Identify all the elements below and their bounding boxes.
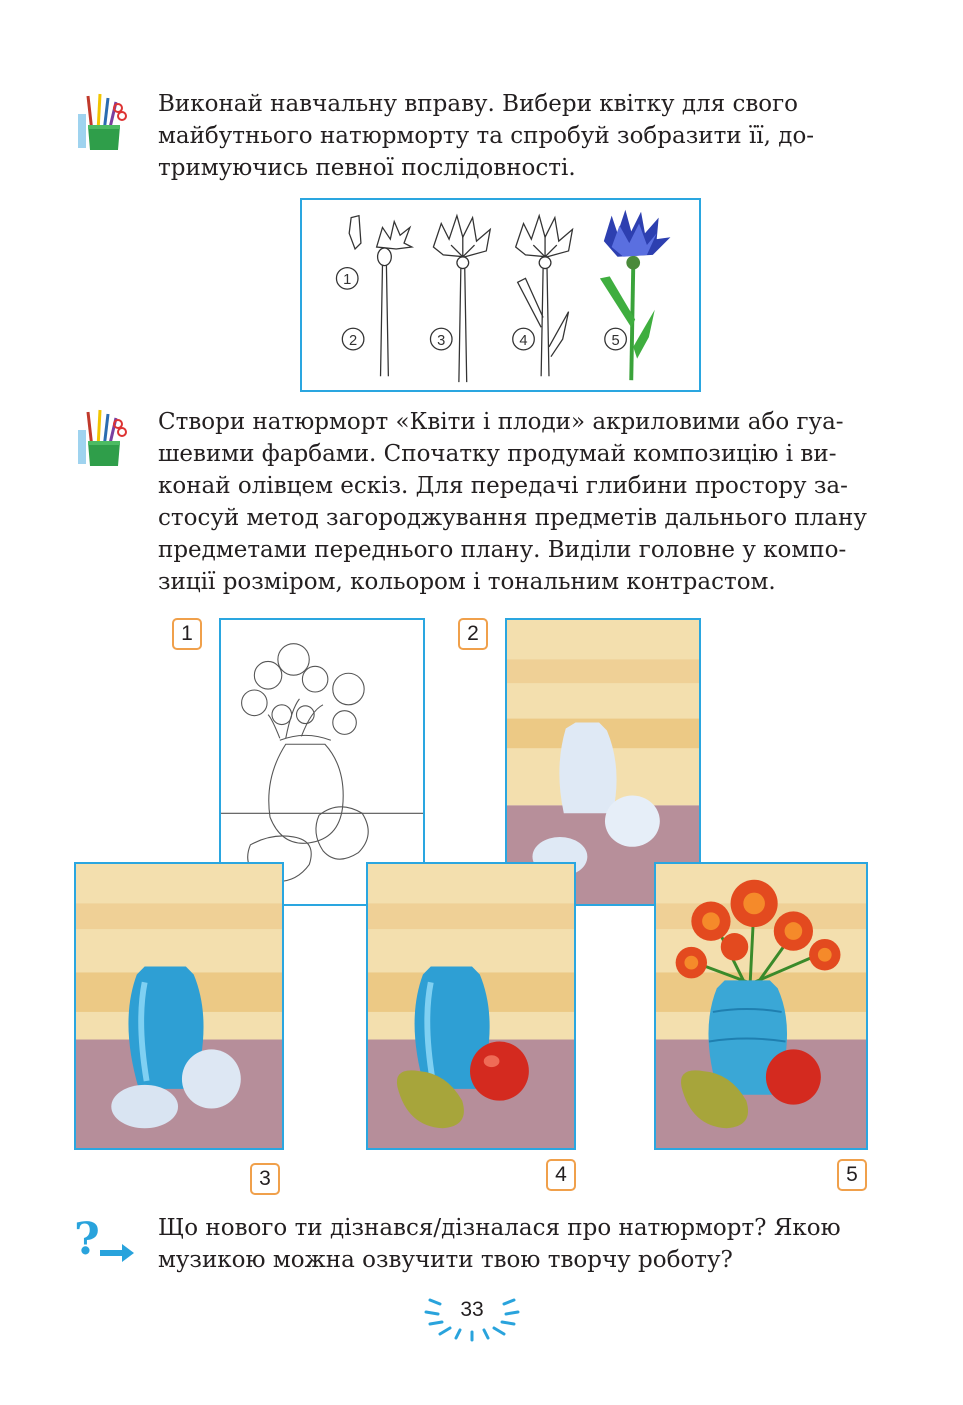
- painting-step-label: 5: [837, 1159, 867, 1191]
- exercise-2-line: конай олівцем ескіз. Для передачі глибини простору за-: [158, 473, 848, 499]
- flower-step-label: 3: [437, 332, 446, 349]
- exercise-2-line: зиції розміром, кольором і тональним контрастом.: [158, 569, 776, 595]
- exercise-1-line: Виконай навчальну вправу. Вибери квітку для свого: [158, 91, 799, 117]
- exercise-1-line: тримуючись певної послідовності.: [158, 155, 576, 181]
- flower-step-label: 2: [349, 332, 358, 349]
- painting-step-4-fruits: [366, 862, 576, 1150]
- exercise-2-line: Створи натюрморт «Квіти і плоди» акриловими або гуа-: [158, 409, 844, 435]
- exercise-2-line: предметами переднього плану. Виділи головне у компо-: [158, 537, 847, 563]
- painting-step-label: 2: [458, 618, 488, 650]
- flower-step-label: 1: [343, 272, 352, 289]
- page-number: 33: [460, 1298, 484, 1321]
- flower-step-label: 5: [611, 332, 620, 349]
- question-line: Що нового ти дізнався/дізналася про натюрморт? Якою: [158, 1215, 841, 1241]
- painting-step-3-vase: [74, 862, 284, 1150]
- painting-step-label: 3: [250, 1163, 280, 1195]
- pencil-cup-icon: [78, 92, 130, 152]
- question-line: музикою можна озвучити твою творчу роботу?: [158, 1247, 733, 1273]
- painting-step-label: 4: [546, 1159, 576, 1191]
- painting-step-label: 1: [172, 618, 202, 650]
- svg-text:?: ?: [74, 1216, 100, 1265]
- painting-step-5-finished: [654, 862, 868, 1150]
- exercise-2-line: шевими фарбами. Спочатку продумай композицію і ви-: [158, 441, 837, 467]
- exercise-1-line: майбутнього натюрморту та спробуй зобразити її, до-: [158, 123, 815, 149]
- flower-steps-illustration: [300, 198, 701, 392]
- exercise-1-text: [158, 88, 870, 184]
- pencil-cup-icon: [78, 408, 130, 468]
- question-text: [158, 1212, 870, 1276]
- flower-step-label: 4: [519, 332, 528, 349]
- exercise-2-line: стосуй метод загороджування предметів дальнього плану: [158, 505, 867, 531]
- exercise-2-text: [158, 406, 870, 598]
- question-arrow-icon: [74, 1216, 136, 1266]
